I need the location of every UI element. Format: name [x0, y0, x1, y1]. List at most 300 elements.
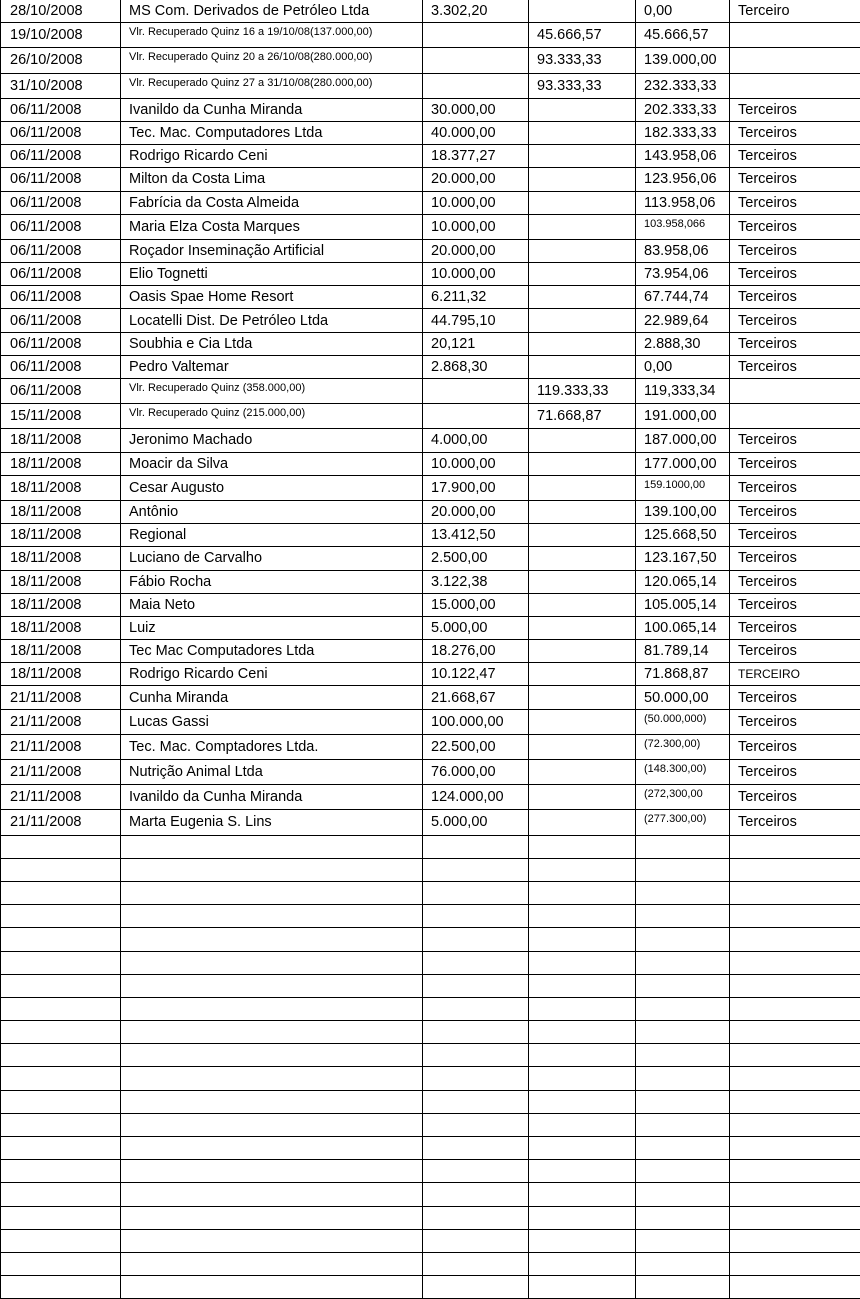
balance-cell: (50.000,000): [636, 709, 730, 734]
description-cell: Antônio: [121, 500, 423, 523]
date-cell: 18/11/2008: [1, 475, 121, 500]
date-cell: 21/11/2008: [1, 760, 121, 785]
debit-cell: [423, 835, 529, 858]
description-cell: Soubhia e Cia Ltda: [121, 332, 423, 355]
table-row: [1, 810, 860, 835]
category-cell: [730, 1044, 860, 1067]
credit-cell: [529, 835, 636, 858]
description-cell: Ivanildo da Cunha Miranda: [121, 98, 423, 121]
balance-cell: 113.958,06: [636, 191, 730, 214]
category-cell: Terceiros: [730, 145, 860, 168]
date-cell: 18/11/2008: [1, 640, 121, 663]
debit-cell: [423, 1090, 529, 1113]
category-cell: [730, 997, 860, 1020]
description-cell: [121, 1229, 423, 1252]
description-cell: MS Com. Derivados de Petróleo Ltda: [121, 0, 423, 23]
description-cell: [121, 997, 423, 1020]
date-cell: 26/10/2008: [1, 48, 121, 73]
table-row: [1, 663, 860, 686]
credit-cell: [529, 1206, 636, 1229]
debit-cell: [423, 928, 529, 951]
table-row: [1, 452, 860, 475]
balance-cell: [636, 1276, 730, 1299]
credit-cell: [529, 760, 636, 785]
table-row: [1, 570, 860, 593]
balance-cell: 105.005,14: [636, 593, 730, 616]
credit-cell: [529, 663, 636, 686]
table-row: [1, 974, 860, 997]
debit-cell: [423, 1229, 529, 1252]
credit-cell: [529, 640, 636, 663]
debit-cell: 100.000,00: [423, 709, 529, 734]
credit-cell: 71.668,87: [529, 404, 636, 429]
table-row: [1, 500, 860, 523]
table-row: [1, 379, 860, 404]
category-cell: Terceiros: [730, 686, 860, 709]
debit-cell: 5.000,00: [423, 616, 529, 639]
date-cell: [1, 1229, 121, 1252]
credit-cell: [529, 475, 636, 500]
description-cell: Oasis Spae Home Resort: [121, 286, 423, 309]
debit-cell: 21.668,67: [423, 686, 529, 709]
date-cell: 06/11/2008: [1, 214, 121, 239]
balance-cell: 123.167,50: [636, 547, 730, 570]
table-row: [1, 309, 860, 332]
description-cell: [121, 1113, 423, 1136]
credit-cell: [529, 0, 636, 23]
debit-cell: 13.412,50: [423, 524, 529, 547]
date-cell: 18/11/2008: [1, 500, 121, 523]
date-cell: 28/10/2008: [1, 0, 121, 23]
description-cell: Tec Mac Computadores Ltda: [121, 640, 423, 663]
debit-cell: [423, 881, 529, 904]
table-row: [1, 73, 860, 98]
date-cell: 06/11/2008: [1, 286, 121, 309]
table-row: [1, 429, 860, 452]
debit-cell: 2.868,30: [423, 355, 529, 378]
balance-cell: 123.956,06: [636, 168, 730, 191]
balance-cell: 103.958,066: [636, 214, 730, 239]
credit-cell: [529, 928, 636, 951]
balance-cell: 125.668,50: [636, 524, 730, 547]
description-cell: Milton da Costa Lima: [121, 168, 423, 191]
credit-cell: [529, 239, 636, 262]
credit-cell: [529, 191, 636, 214]
category-cell: Terceiros: [730, 121, 860, 144]
credit-cell: [529, 951, 636, 974]
description-cell: Fábio Rocha: [121, 570, 423, 593]
description-cell: Tec. Mac. Computadores Ltda: [121, 121, 423, 144]
date-cell: 06/11/2008: [1, 332, 121, 355]
debit-cell: 4.000,00: [423, 429, 529, 452]
date-cell: 18/11/2008: [1, 663, 121, 686]
category-cell: [730, 404, 860, 429]
debit-cell: 18.377,27: [423, 145, 529, 168]
credit-cell: [529, 734, 636, 759]
date-cell: 18/11/2008: [1, 429, 121, 452]
description-cell: Vlr. Recuperado Quinz 20 a 26/10/08(280.000,00): [121, 48, 423, 73]
date-cell: [1, 1183, 121, 1206]
category-cell: Terceiros: [730, 191, 860, 214]
credit-cell: [529, 1160, 636, 1183]
debit-cell: 3.302,20: [423, 0, 529, 23]
balance-cell: 100.065,14: [636, 616, 730, 639]
description-cell: Vlr. Recuperado Quinz (358.000,00): [121, 379, 423, 404]
category-cell: [730, 1090, 860, 1113]
debit-cell: [423, 379, 529, 404]
category-cell: Terceiros: [730, 286, 860, 309]
category-cell: Terceiros: [730, 785, 860, 810]
debit-cell: [423, 1113, 529, 1136]
credit-cell: [529, 785, 636, 810]
credit-cell: [529, 905, 636, 928]
description-cell: Rodrigo Ricardo Ceni: [121, 663, 423, 686]
description-cell: [121, 905, 423, 928]
debit-cell: 15.000,00: [423, 593, 529, 616]
description-cell: Rodrigo Ricardo Ceni: [121, 145, 423, 168]
description-cell: Fabrícia da Costa Almeida: [121, 191, 423, 214]
table-row: [1, 1183, 860, 1206]
credit-cell: [529, 1021, 636, 1044]
credit-cell: [529, 429, 636, 452]
date-cell: 31/10/2008: [1, 73, 121, 98]
debit-cell: [423, 974, 529, 997]
date-cell: [1, 1137, 121, 1160]
balance-cell: 73.954,06: [636, 263, 730, 286]
debit-cell: 20,121: [423, 332, 529, 355]
date-cell: 06/11/2008: [1, 168, 121, 191]
debit-cell: [423, 1183, 529, 1206]
ledger-body: [1, 0, 860, 1299]
description-cell: Elio Tognetti: [121, 263, 423, 286]
debit-cell: [423, 1276, 529, 1299]
table-row: [1, 1252, 860, 1275]
category-cell: Terceiros: [730, 593, 860, 616]
table-row: [1, 547, 860, 570]
description-cell: Jeronimo Machado: [121, 429, 423, 452]
balance-cell: (72.300,00): [636, 734, 730, 759]
credit-cell: [529, 616, 636, 639]
table-row: [1, 997, 860, 1020]
table-row: [1, 263, 860, 286]
balance-cell: [636, 1206, 730, 1229]
balance-cell: [636, 997, 730, 1020]
debit-cell: 18.276,00: [423, 640, 529, 663]
category-cell: [730, 1137, 860, 1160]
debit-cell: 20.000,00: [423, 239, 529, 262]
balance-cell: [636, 951, 730, 974]
date-cell: [1, 928, 121, 951]
credit-cell: [529, 286, 636, 309]
category-cell: [730, 1276, 860, 1299]
date-cell: 19/10/2008: [1, 23, 121, 48]
date-cell: 18/11/2008: [1, 616, 121, 639]
balance-cell: (148.300,00): [636, 760, 730, 785]
credit-cell: [529, 686, 636, 709]
credit-cell: [529, 524, 636, 547]
date-cell: 18/11/2008: [1, 570, 121, 593]
category-cell: Terceiros: [730, 429, 860, 452]
table-row: [1, 951, 860, 974]
debit-cell: [423, 1021, 529, 1044]
balance-cell: [636, 1229, 730, 1252]
debit-cell: 10.000,00: [423, 214, 529, 239]
date-cell: 18/11/2008: [1, 593, 121, 616]
table-row: [1, 593, 860, 616]
table-row: [1, 734, 860, 759]
category-cell: [730, 1252, 860, 1275]
description-cell: [121, 881, 423, 904]
credit-cell: [529, 1276, 636, 1299]
date-cell: 06/11/2008: [1, 263, 121, 286]
debit-cell: 5.000,00: [423, 810, 529, 835]
date-cell: [1, 905, 121, 928]
description-cell: Cesar Augusto: [121, 475, 423, 500]
table-row: [1, 858, 860, 881]
category-cell: [730, 1113, 860, 1136]
table-row: [1, 191, 860, 214]
credit-cell: [529, 145, 636, 168]
table-row: [1, 98, 860, 121]
balance-cell: (277.300,00): [636, 810, 730, 835]
debit-cell: [423, 23, 529, 48]
credit-cell: [529, 121, 636, 144]
description-cell: [121, 1276, 423, 1299]
table-row: [1, 0, 860, 23]
debit-cell: [423, 997, 529, 1020]
credit-cell: [529, 332, 636, 355]
date-cell: [1, 1044, 121, 1067]
category-cell: Terceiros: [730, 452, 860, 475]
balance-cell: 191.000,00: [636, 404, 730, 429]
table-row: [1, 760, 860, 785]
balance-cell: 187.000,00: [636, 429, 730, 452]
category-cell: [730, 379, 860, 404]
category-cell: [730, 23, 860, 48]
date-cell: [1, 1206, 121, 1229]
table-row: [1, 1160, 860, 1183]
credit-cell: [529, 355, 636, 378]
balance-cell: [636, 835, 730, 858]
date-cell: 06/11/2008: [1, 355, 121, 378]
debit-cell: [423, 1206, 529, 1229]
table-row: [1, 1276, 860, 1299]
table-row: [1, 709, 860, 734]
date-cell: 06/11/2008: [1, 121, 121, 144]
balance-cell: [636, 905, 730, 928]
description-cell: [121, 1252, 423, 1275]
table-row: [1, 686, 860, 709]
table-row: [1, 214, 860, 239]
credit-cell: 93.333,33: [529, 73, 636, 98]
date-cell: 21/11/2008: [1, 686, 121, 709]
table-row: [1, 332, 860, 355]
category-cell: Terceiros: [730, 570, 860, 593]
category-cell: [730, 881, 860, 904]
date-cell: 06/11/2008: [1, 145, 121, 168]
description-cell: [121, 1137, 423, 1160]
description-cell: [121, 1067, 423, 1090]
credit-cell: [529, 1044, 636, 1067]
table-row: [1, 1067, 860, 1090]
credit-cell: [529, 858, 636, 881]
balance-cell: (272,300,00: [636, 785, 730, 810]
credit-cell: [529, 500, 636, 523]
description-cell: Vlr. Recuperado Quinz 27 a 31/10/08(280.000,00): [121, 73, 423, 98]
description-cell: Nutrição Animal Ltda: [121, 760, 423, 785]
balance-cell: [636, 1160, 730, 1183]
date-cell: 15/11/2008: [1, 404, 121, 429]
debit-cell: [423, 73, 529, 98]
category-cell: Terceiros: [730, 168, 860, 191]
date-cell: 06/11/2008: [1, 379, 121, 404]
category-cell: Terceiros: [730, 616, 860, 639]
credit-cell: [529, 974, 636, 997]
balance-cell: 67.744,74: [636, 286, 730, 309]
debit-cell: [423, 1252, 529, 1275]
description-cell: [121, 835, 423, 858]
debit-cell: 76.000,00: [423, 760, 529, 785]
description-cell: [121, 1090, 423, 1113]
balance-cell: [636, 1067, 730, 1090]
category-cell: [730, 1021, 860, 1044]
debit-cell: [423, 1044, 529, 1067]
table-row: [1, 475, 860, 500]
balance-cell: [636, 858, 730, 881]
category-cell: [730, 1229, 860, 1252]
table-row: [1, 48, 860, 73]
category-cell: Terceiros: [730, 524, 860, 547]
category-cell: [730, 73, 860, 98]
date-cell: 06/11/2008: [1, 191, 121, 214]
debit-cell: [423, 858, 529, 881]
description-cell: [121, 928, 423, 951]
table-row: [1, 881, 860, 904]
balance-cell: 50.000,00: [636, 686, 730, 709]
description-cell: [121, 974, 423, 997]
description-cell: Maia Neto: [121, 593, 423, 616]
category-cell: [730, 48, 860, 73]
debit-cell: 30.000,00: [423, 98, 529, 121]
description-cell: Luiz: [121, 616, 423, 639]
credit-cell: [529, 214, 636, 239]
category-cell: Terceiros: [730, 810, 860, 835]
balance-cell: 159.1000,00: [636, 475, 730, 500]
balance-cell: [636, 1252, 730, 1275]
category-cell: [730, 974, 860, 997]
category-cell: [730, 928, 860, 951]
credit-cell: 93.333,33: [529, 48, 636, 73]
table-row: [1, 905, 860, 928]
category-cell: Terceiros: [730, 475, 860, 500]
table-row: [1, 524, 860, 547]
category-cell: Terceiros: [730, 760, 860, 785]
balance-cell: [636, 1090, 730, 1113]
debit-cell: [423, 404, 529, 429]
category-cell: Terceiros: [730, 734, 860, 759]
category-cell: Terceiro: [730, 0, 860, 23]
date-cell: 06/11/2008: [1, 98, 121, 121]
credit-cell: [529, 168, 636, 191]
debit-cell: 124.000,00: [423, 785, 529, 810]
description-cell: Lucas Gassi: [121, 709, 423, 734]
credit-cell: [529, 997, 636, 1020]
description-cell: Cunha Miranda: [121, 686, 423, 709]
balance-cell: 2.888,30: [636, 332, 730, 355]
description-cell: Ivanildo da Cunha Miranda: [121, 785, 423, 810]
date-cell: [1, 1252, 121, 1275]
debit-cell: 20.000,00: [423, 168, 529, 191]
debit-cell: 44.795,10: [423, 309, 529, 332]
credit-cell: [529, 1090, 636, 1113]
category-cell: [730, 1160, 860, 1183]
credit-cell: [529, 309, 636, 332]
debit-cell: 10.000,00: [423, 452, 529, 475]
table-row: [1, 121, 860, 144]
table-row: [1, 1206, 860, 1229]
balance-cell: 139.000,00: [636, 48, 730, 73]
balance-cell: 71.868,87: [636, 663, 730, 686]
table-row: [1, 1021, 860, 1044]
description-cell: Regional: [121, 524, 423, 547]
table-row: [1, 1137, 860, 1160]
credit-cell: [529, 263, 636, 286]
description-cell: Maria Elza Costa Marques: [121, 214, 423, 239]
table-row: [1, 1090, 860, 1113]
table-row: [1, 616, 860, 639]
category-cell: [730, 835, 860, 858]
credit-cell: [529, 1183, 636, 1206]
credit-cell: [529, 452, 636, 475]
date-cell: [1, 881, 121, 904]
debit-cell: [423, 905, 529, 928]
category-cell: [730, 858, 860, 881]
credit-cell: [529, 709, 636, 734]
description-cell: Roçador Inseminação Artificial: [121, 239, 423, 262]
credit-cell: [529, 1067, 636, 1090]
table-row: [1, 145, 860, 168]
table-row: [1, 286, 860, 309]
debit-cell: [423, 951, 529, 974]
category-cell: Terceiros: [730, 640, 860, 663]
category-cell: Terceiros: [730, 309, 860, 332]
date-cell: [1, 974, 121, 997]
category-cell: [730, 1067, 860, 1090]
balance-cell: [636, 1113, 730, 1136]
table-row: [1, 355, 860, 378]
description-cell: [121, 1021, 423, 1044]
debit-cell: 3.122,38: [423, 570, 529, 593]
category-cell: Terceiros: [730, 709, 860, 734]
balance-cell: [636, 928, 730, 951]
description-cell: Pedro Valtemar: [121, 355, 423, 378]
balance-cell: 0,00: [636, 0, 730, 23]
balance-cell: [636, 1044, 730, 1067]
table-row: [1, 835, 860, 858]
date-cell: [1, 997, 121, 1020]
category-cell: Terceiros: [730, 355, 860, 378]
debit-cell: 2.500,00: [423, 547, 529, 570]
table-row: [1, 1044, 860, 1067]
description-cell: Vlr. Recuperado Quinz 16 a 19/10/08(137.000,00): [121, 23, 423, 48]
balance-cell: [636, 1137, 730, 1160]
balance-cell: 182.333,33: [636, 121, 730, 144]
credit-cell: [529, 810, 636, 835]
table-row: [1, 1113, 860, 1136]
credit-cell: [529, 593, 636, 616]
category-cell: [730, 1206, 860, 1229]
description-cell: [121, 858, 423, 881]
